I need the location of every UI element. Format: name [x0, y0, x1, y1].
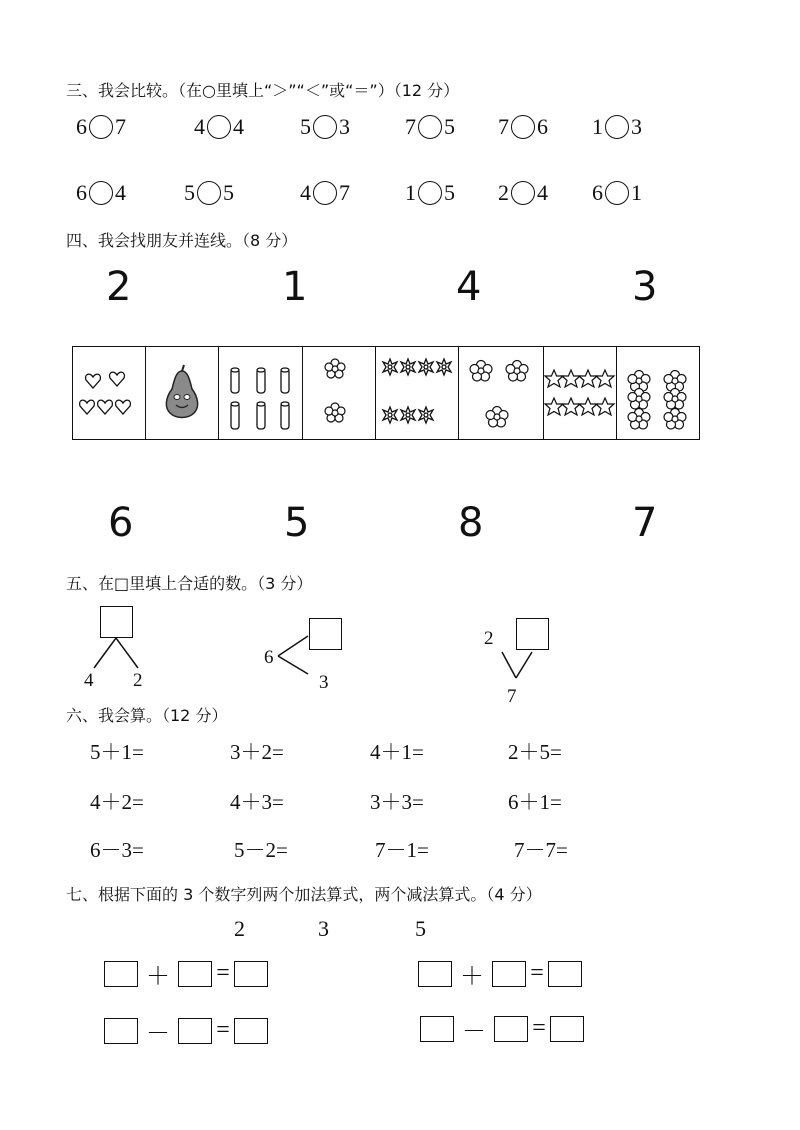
answer-circle[interactable]: [313, 115, 337, 139]
calc-problem[interactable]: 7－7=: [514, 838, 568, 862]
calc-problem[interactable]: 4＋2=: [90, 790, 144, 814]
split-part: 2: [484, 628, 494, 649]
section-6-heading: 六、我会算。（12 分）: [66, 706, 228, 725]
answer-box[interactable]: [309, 618, 342, 650]
split-part: 3: [319, 672, 329, 693]
answer-circle[interactable]: [89, 115, 113, 139]
bottom-number[interactable]: 6: [108, 500, 134, 546]
compare-left: 1: [405, 180, 416, 205]
hearts-group[interactable]: [73, 347, 146, 439]
compare-right: 5: [444, 114, 455, 139]
equals-sign: =: [530, 960, 544, 986]
calc-problem[interactable]: 5－2=: [234, 838, 288, 862]
stars-group[interactable]: [544, 347, 617, 439]
compare-left: 6: [76, 114, 87, 139]
compare-right: 5: [223, 180, 234, 205]
compare-item[interactable]: [194, 114, 244, 140]
section-7-heading: 七、根据下面的 3 个数字列两个加法算式，两个减法算式。（4 分）: [66, 885, 542, 904]
star-icon: [544, 347, 616, 439]
answer-box[interactable]: [178, 961, 212, 987]
cylinder-icon: [219, 347, 302, 439]
top-number[interactable]: 1: [282, 264, 308, 310]
flowers-group[interactable]: [459, 347, 544, 439]
compare-right: 7: [115, 114, 126, 139]
given-number: 3: [318, 916, 329, 941]
answer-circle[interactable]: [207, 115, 231, 139]
answer-circle[interactable]: [418, 181, 442, 205]
bottom-number[interactable]: 5: [284, 500, 310, 546]
compare-right: 4: [115, 180, 126, 205]
calc-problem[interactable]: 7－1=: [375, 838, 429, 862]
section-5-heading: 五、在□里填上合适的数。（3 分）: [66, 574, 313, 593]
minus-sign: －: [462, 1019, 486, 1045]
picture-table: [72, 346, 700, 440]
calc-problem[interactable]: 2＋5=: [508, 740, 562, 764]
compare-item[interactable]: [592, 114, 642, 140]
compare-right: 4: [537, 180, 548, 205]
compare-left: 5: [300, 114, 311, 139]
plus-sign: ＋: [146, 964, 170, 990]
answer-circle[interactable]: [89, 181, 113, 205]
answer-circle[interactable]: [313, 181, 337, 205]
compare-item[interactable]: [498, 180, 548, 206]
calc-problem[interactable]: 4＋1=: [370, 740, 424, 764]
pear-group[interactable]: [146, 347, 219, 439]
answer-box[interactable]: [516, 618, 549, 650]
compare-right: 6: [537, 114, 548, 139]
answer-circle[interactable]: [511, 181, 535, 205]
answer-box[interactable]: [548, 961, 582, 987]
subtraction-equation: [104, 1013, 268, 1048]
compare-left: 7: [498, 114, 509, 139]
split-part-right: 2: [133, 670, 143, 691]
addition-equation: [418, 956, 582, 991]
sun-icon: [376, 347, 459, 439]
section-4-heading: 四、我会找朋友并连线。（8 分）: [66, 231, 298, 250]
split-lines: [80, 638, 150, 674]
compare-item[interactable]: [76, 114, 126, 140]
cylinders-group[interactable]: [219, 347, 303, 439]
compare-left: 1: [592, 114, 603, 139]
split-total: 7: [507, 686, 517, 707]
given-number: 2: [234, 916, 245, 941]
split-total: 6: [264, 647, 274, 668]
answer-box[interactable]: [418, 961, 452, 987]
calc-problem[interactable]: 4＋3=: [230, 790, 284, 814]
top-number[interactable]: 2: [106, 264, 132, 310]
subtraction-equation: [420, 1011, 584, 1046]
answer-box[interactable]: [100, 606, 133, 638]
suns-group[interactable]: [376, 347, 460, 439]
answer-box[interactable]: [104, 1018, 138, 1044]
flowers-group[interactable]: [617, 347, 699, 439]
compare-left: 6: [76, 180, 87, 205]
answer-circle[interactable]: [605, 115, 629, 139]
compare-item[interactable]: [184, 180, 234, 206]
compare-right: 3: [339, 114, 350, 139]
pear-icon: [146, 347, 218, 439]
compare-right: 4: [233, 114, 244, 139]
compare-right: 5: [444, 180, 455, 205]
split-lines: [274, 630, 314, 680]
answer-circle[interactable]: [605, 181, 629, 205]
compare-item[interactable]: [498, 114, 548, 140]
top-number[interactable]: 4: [456, 264, 482, 310]
section-3-heading: 三、我会比较。（在○里填上“＞”“＜”或“＝”）（12 分）: [66, 81, 460, 100]
answer-circle[interactable]: [418, 115, 442, 139]
compare-item[interactable]: [76, 180, 126, 206]
plus-sign: ＋: [460, 964, 484, 990]
split-lines: [498, 650, 558, 686]
compare-right: 3: [631, 114, 642, 139]
answer-box[interactable]: [178, 1018, 212, 1044]
answer-box[interactable]: [234, 961, 268, 987]
compare-item[interactable]: [300, 180, 350, 206]
equals-sign: =: [216, 1017, 230, 1043]
flower-icon: [459, 347, 543, 439]
flowers-group[interactable]: [303, 347, 376, 439]
compare-left: 7: [405, 114, 416, 139]
compare-left: 6: [592, 180, 603, 205]
calc-problem[interactable]: 3＋2=: [230, 740, 284, 764]
answer-box[interactable]: [234, 1018, 268, 1044]
top-number[interactable]: 3: [632, 264, 658, 310]
given-number: 5: [415, 916, 426, 941]
answer-circle[interactable]: [197, 181, 221, 205]
answer-box[interactable]: [420, 1016, 454, 1042]
bottom-number[interactable]: 7: [632, 500, 658, 546]
bottom-number[interactable]: 8: [458, 500, 484, 546]
calc-problem[interactable]: 3＋3=: [370, 790, 424, 814]
answer-box[interactable]: [550, 1016, 584, 1042]
answer-box[interactable]: [492, 961, 526, 987]
compare-item[interactable]: [405, 114, 455, 140]
flower-icon: [617, 347, 699, 439]
compare-item[interactable]: [405, 180, 455, 206]
split-part-left: 4: [84, 670, 94, 691]
answer-box[interactable]: [104, 961, 138, 987]
calc-problem[interactable]: 5＋1=: [90, 740, 144, 764]
compare-left: 2: [498, 180, 509, 205]
flower-icon: [303, 347, 375, 439]
calc-problem[interactable]: 6＋1=: [508, 790, 562, 814]
compare-right: 7: [339, 180, 350, 205]
answer-box[interactable]: [494, 1016, 528, 1042]
compare-item[interactable]: [592, 180, 642, 206]
equals-sign: =: [532, 1015, 546, 1041]
heart-icon: [73, 347, 145, 439]
compare-item[interactable]: [300, 114, 350, 140]
compare-left: 4: [300, 180, 311, 205]
equals-sign: =: [216, 960, 230, 986]
compare-left: 4: [194, 114, 205, 139]
minus-sign: －: [146, 1021, 170, 1047]
answer-circle[interactable]: [511, 115, 535, 139]
calc-problem[interactable]: 6－3=: [90, 838, 144, 862]
compare-left: 5: [184, 180, 195, 205]
addition-equation: [104, 956, 268, 991]
compare-right: 1: [631, 180, 642, 205]
